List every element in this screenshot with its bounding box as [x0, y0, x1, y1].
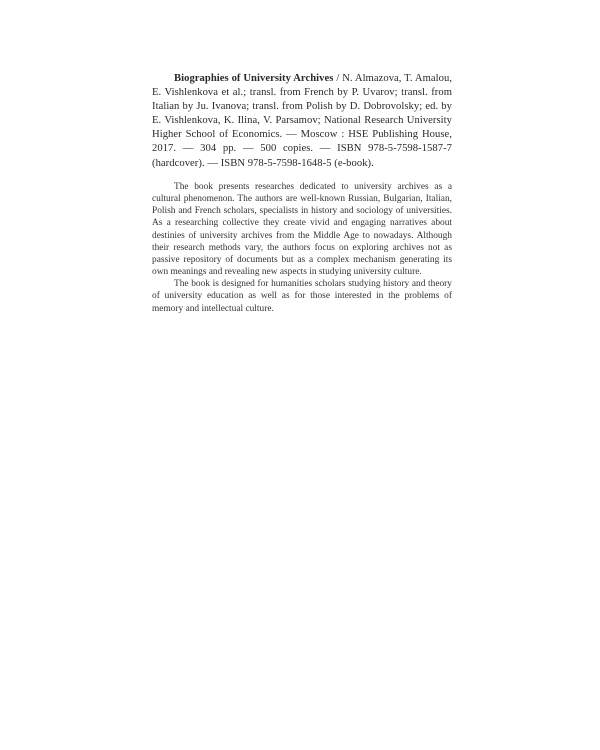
- bibliographic-citation: [152, 72, 452, 171]
- abstract-paragraph-2: The book is designed for humanities scholars studying history and theory of university education as well as for those interested in the problems of memory and intellectual culture.: [152, 279, 452, 314]
- abstract-paragraph-1: The book presents researches dedicated to university archives as a cultural phenomenon. The authors are well-known Russian, Bulgarian, Italian, Polish and French scholars, specialists in history and sociology of universities. As a researching collective they create vivid and engaging narratives about destinies of university archives from the Middle Age to nowadays. Although their research methods vary, the authors focus on exploring archives not as passive repository of documents but as a complex mechanism generating its own meanings and revealing new aspects in studying university culture.: [152, 182, 452, 278]
- title-separator: /: [333, 73, 343, 84]
- book-title: Biographies of University Archives: [174, 73, 334, 84]
- book-abstract: [152, 181, 452, 315]
- citation-details: N. Almazova, T. Amalou, E. Vishlenkova et al.; transl. from French by P. Uvarov; transl. from Italian by Ju. Ivanova; transl. from Polish by D. Dobrovolsky; ed. by E. Vishlenkova, K. Ilina, V. Parsamov; National Research University Higher School of Economics. — Moscow : HSE Publishing House, 2017. — 304 pp. — 500 copies. — ISBN 978-5-7598-1587-7 (hardcover). — ISBN 978-5-7598-1648-5 (e-book).: [152, 73, 453, 169]
